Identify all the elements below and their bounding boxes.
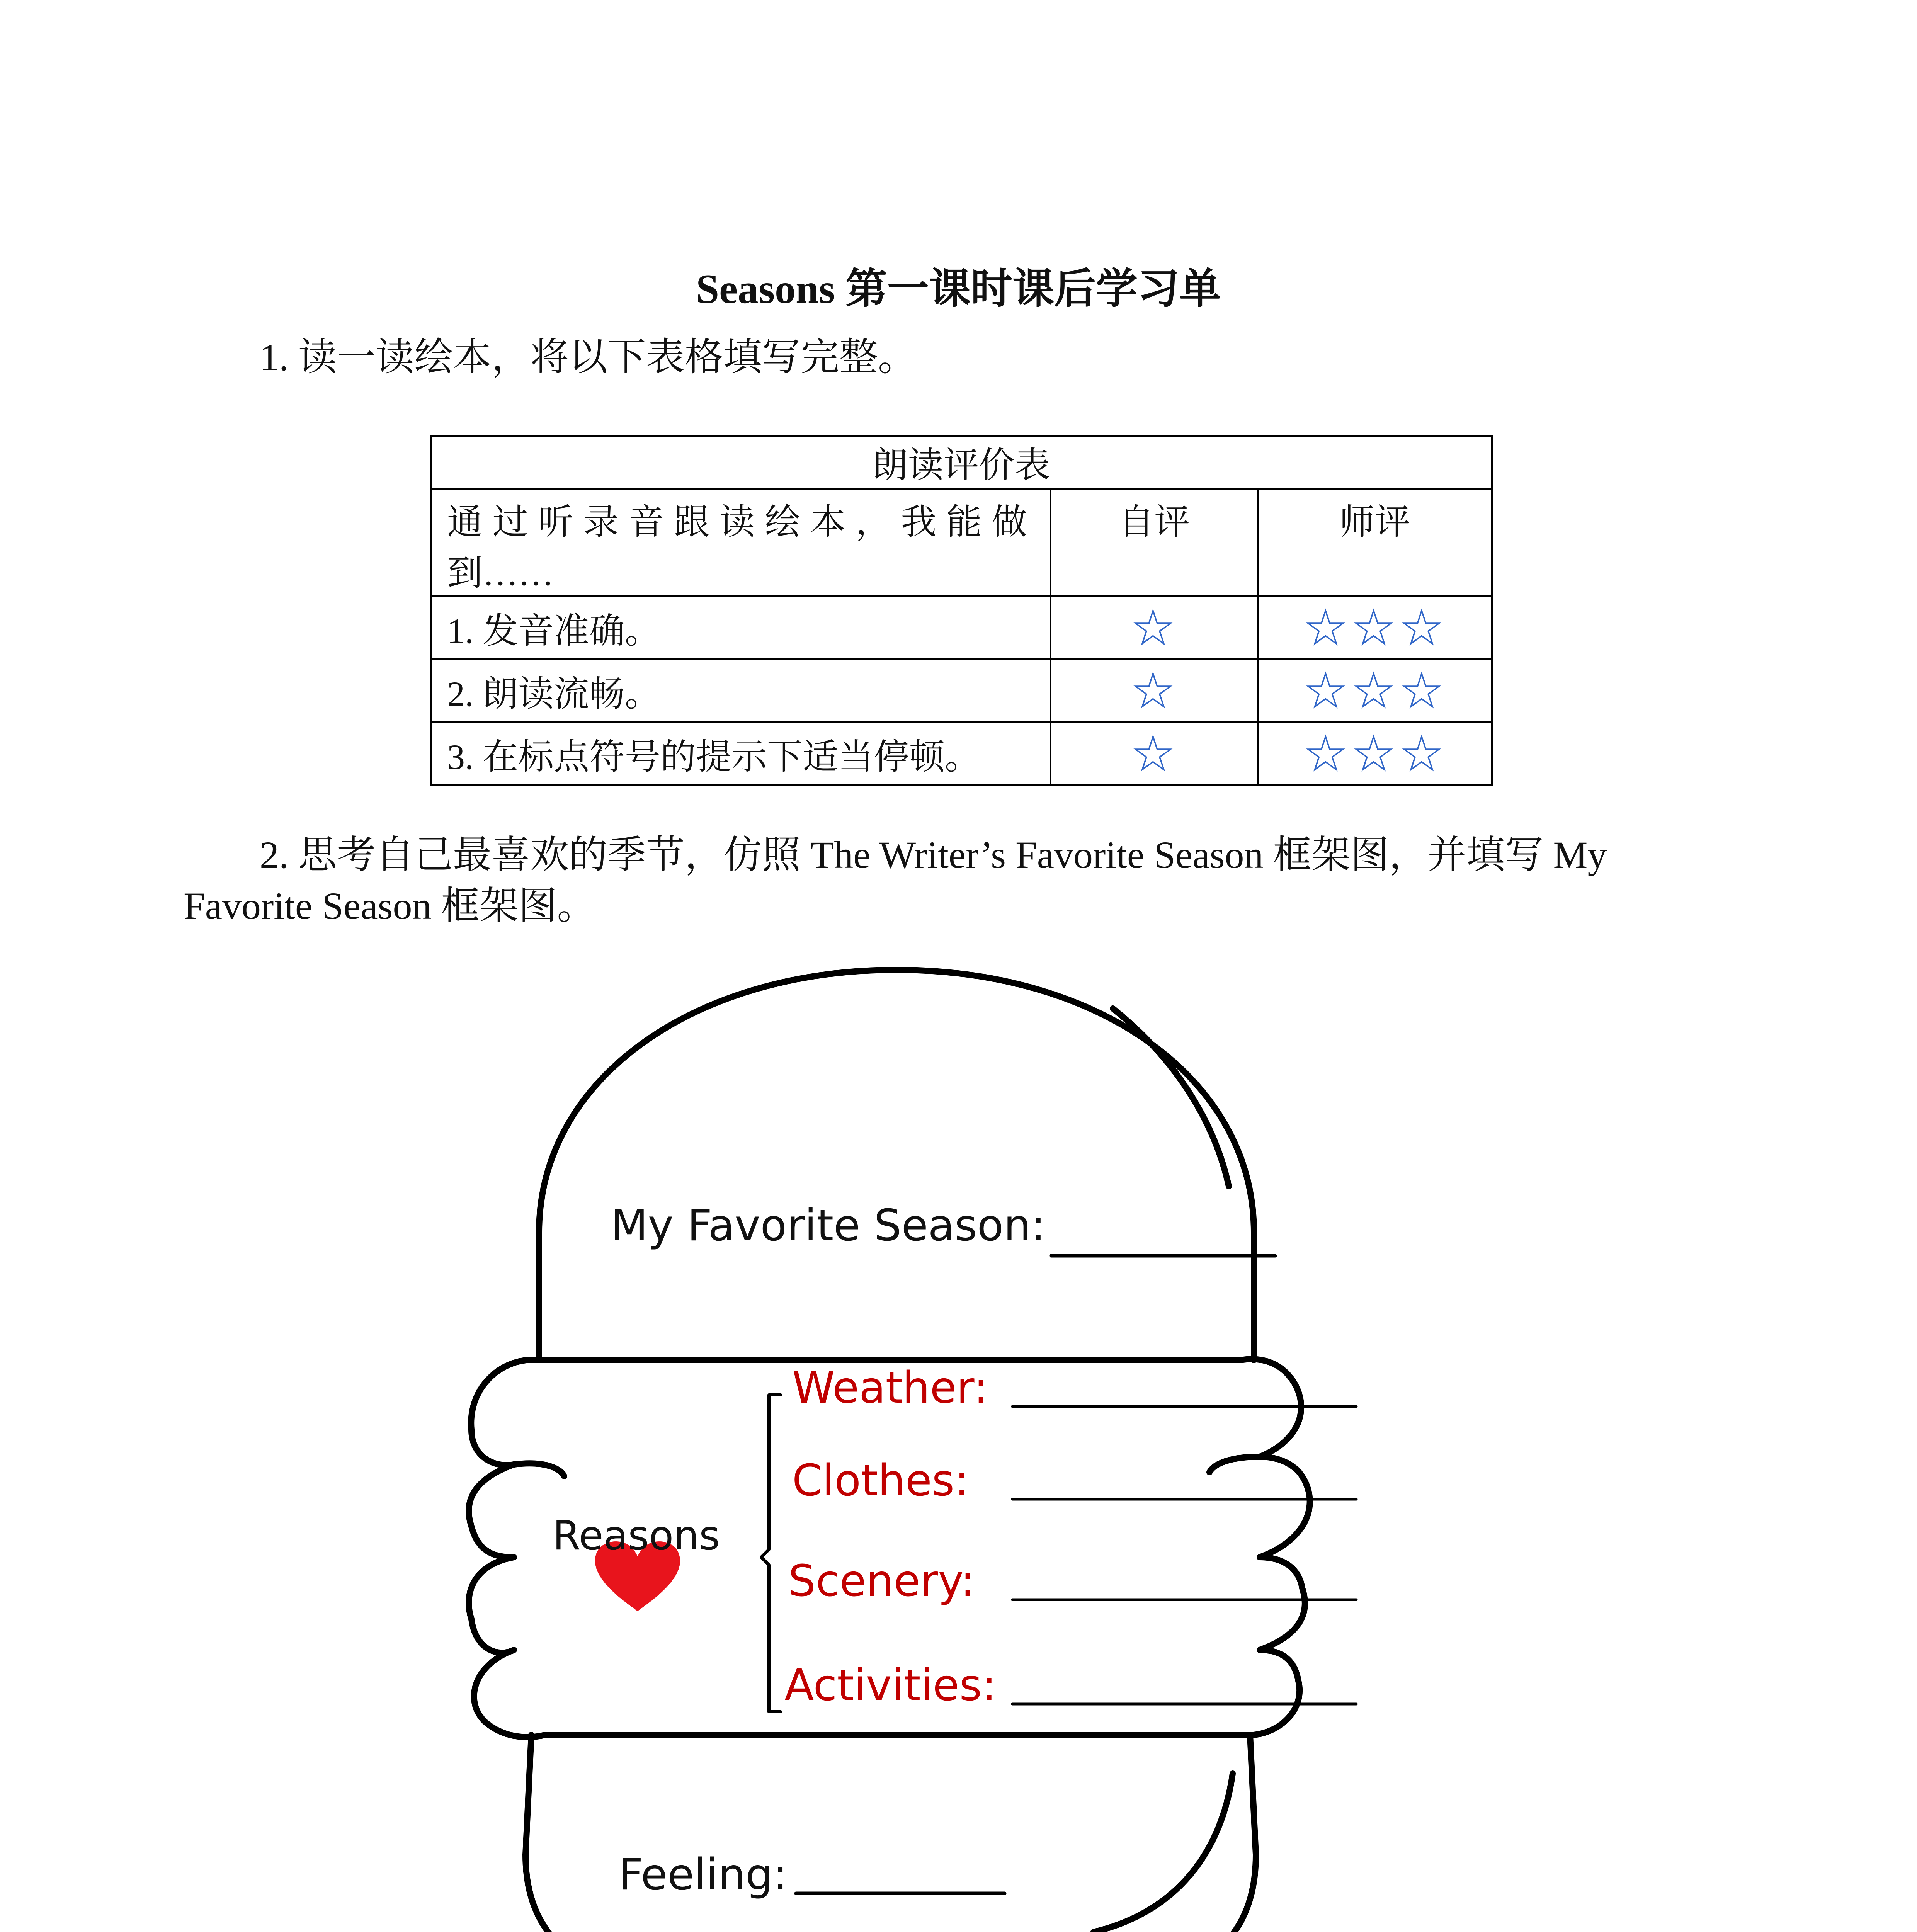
self-rating-stars[interactable] <box>1051 597 1258 660</box>
criterion-label: 2. 朗读流畅。 <box>431 660 1051 723</box>
reading-table-caption: 朗读评价表 <box>431 436 1492 489</box>
hamburger-organizer <box>456 954 1476 1932</box>
reading-table-header-item <box>431 489 1051 597</box>
bottom-bun-outline <box>526 1735 1256 1932</box>
activities-label: Activities: <box>784 1660 997 1711</box>
table-row <box>431 597 1492 660</box>
teacher-rating-stars[interactable] <box>1258 660 1492 723</box>
page-title: Seasons 第一课时课后学习单 <box>696 266 1221 312</box>
star-icon[interactable]: ☆☆☆ <box>1303 598 1447 658</box>
patty-lip-left <box>514 1463 564 1476</box>
header-item-line-2: 到…… <box>447 553 554 593</box>
feeling-label: Feeling: <box>618 1850 788 1900</box>
top-bun-outline <box>539 970 1254 1360</box>
teacher-rating-stars[interactable] <box>1258 723 1492 786</box>
top-bun-highlight <box>1113 1009 1229 1186</box>
header-item-line-1: 通过听录音跟读绘本，我能做 <box>447 502 1034 542</box>
task-2-instruction-continued: Favorite Season 框架图。 <box>184 884 596 927</box>
star-icon[interactable]: ☆ <box>1130 598 1179 658</box>
bottom-bun-highlight <box>1094 1774 1233 1932</box>
clothes-label: Clothes: <box>792 1456 969 1506</box>
reasons-label: Reasons <box>553 1512 720 1559</box>
star-icon[interactable]: ☆ <box>1130 661 1179 721</box>
reading-evaluation-table <box>430 435 1493 786</box>
self-rating-stars[interactable] <box>1051 660 1258 723</box>
table-row <box>431 660 1492 723</box>
patty-lip-right <box>1209 1457 1260 1472</box>
criterion-label: 3. 在标点符号的提示下适当停顿。 <box>431 723 1051 786</box>
reading-table-header-teacher: 师评 <box>1258 489 1492 597</box>
task-1-instruction: 1. 读一读绘本，将以下表格填写完整。 <box>260 336 917 379</box>
self-rating-stars[interactable] <box>1051 723 1258 786</box>
star-icon[interactable]: ☆☆☆ <box>1303 724 1447 784</box>
reasons-bracket <box>761 1395 781 1712</box>
star-icon[interactable]: ☆ <box>1130 724 1179 784</box>
criterion-label: 1. 发音准确。 <box>431 597 1051 660</box>
favorite-season-label: My Favorite Season: <box>611 1201 1046 1251</box>
weather-label: Weather: <box>792 1363 988 1413</box>
reading-table-header-self: 自评 <box>1051 489 1258 597</box>
scenery-label: Scenery: <box>788 1556 975 1606</box>
teacher-rating-stars[interactable] <box>1258 597 1492 660</box>
table-row <box>431 723 1492 786</box>
task-2-instruction: 2. 思考自己最喜欢的季节，仿照 The Writer’s Favorite Season 框架图，并填写 My <box>260 833 1607 876</box>
star-icon[interactable]: ☆☆☆ <box>1303 661 1447 721</box>
